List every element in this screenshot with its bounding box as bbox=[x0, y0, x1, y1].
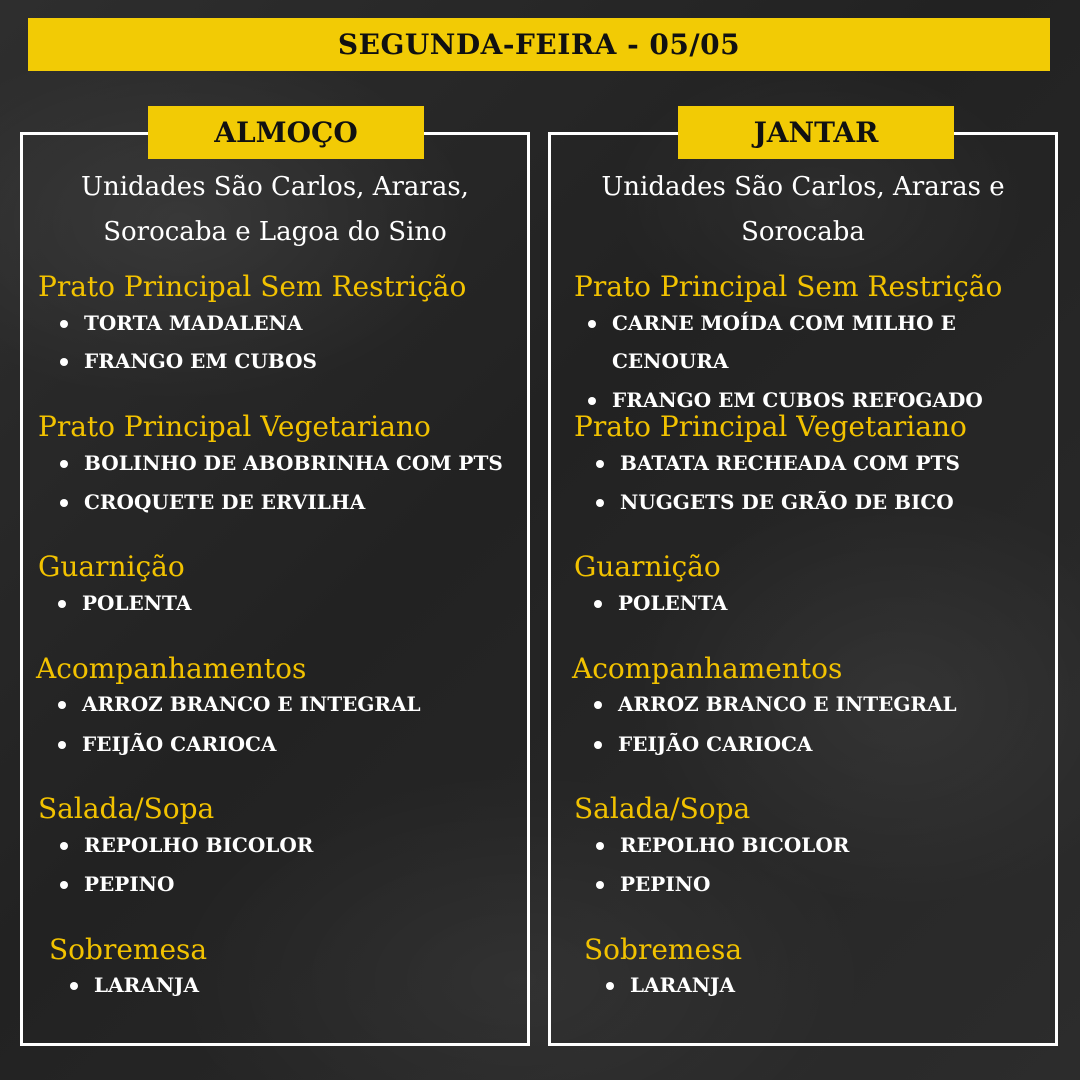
dinner-item: ARROZ BRANCO E INTEGRAL bbox=[618, 692, 957, 716]
dinner-section-title: Guarnição bbox=[574, 550, 721, 583]
dinner-section-title: Prato Principal Sem Restrição bbox=[574, 270, 1003, 303]
date-title: SEGUNDA-FEIRA - 05/05 bbox=[337, 28, 741, 61]
dinner-tab-label: JANTAR bbox=[753, 116, 879, 149]
lunch-item: REPOLHO BICOLOR bbox=[84, 833, 314, 857]
lunch-units: Unidades São Carlos, Araras, Sorocaba e Lagoa do Sino bbox=[81, 172, 469, 247]
dinner-item-continued: CENOURA bbox=[612, 349, 729, 373]
lunch-section-title: Prato Principal Sem Restrição bbox=[38, 270, 467, 303]
lunch-item: PEPINO bbox=[84, 872, 175, 896]
lunch-item: FRANGO EM CUBOS bbox=[84, 349, 317, 373]
dinner-item: FEIJÃO CARIOCA bbox=[618, 732, 813, 756]
dinner-item: FRANGO EM CUBOS REFOGADO bbox=[612, 388, 983, 412]
lunch-item: TORTA MADALENA bbox=[84, 311, 303, 335]
lunch-section-title: Prato Principal Vegetariano bbox=[38, 410, 431, 443]
dinner-item: POLENTA bbox=[618, 591, 728, 615]
dinner-section-title: Salada/Sopa bbox=[574, 792, 751, 825]
lunch-section-title: Guarnição bbox=[38, 550, 185, 583]
dinner-tab bbox=[678, 106, 954, 159]
dinner-section-title: Acompanhamentos bbox=[572, 652, 843, 685]
lunch-tab bbox=[148, 106, 424, 159]
lunch-tab-label: ALMOÇO bbox=[214, 116, 358, 149]
lunch-item: ARROZ BRANCO E INTEGRAL bbox=[82, 692, 421, 716]
lunch-item: FEIJÃO CARIOCA bbox=[82, 732, 277, 756]
lunch-section-title: Acompanhamentos bbox=[36, 652, 307, 685]
date-banner bbox=[28, 18, 1050, 71]
dinner-section-title: Prato Principal Vegetariano bbox=[574, 410, 967, 443]
lunch-item: CROQUETE DE ERVILHA bbox=[84, 490, 366, 514]
lunch-item: LARANJA bbox=[94, 973, 199, 997]
dinner-item: NUGGETS DE GRÃO DE BICO bbox=[620, 490, 954, 514]
dinner-item: REPOLHO BICOLOR bbox=[620, 833, 850, 857]
lunch-item: POLENTA bbox=[82, 591, 192, 615]
dinner-item: PEPINO bbox=[620, 872, 711, 896]
lunch-section-title: Sobremesa bbox=[49, 933, 208, 966]
dinner-section-title: Sobremesa bbox=[584, 933, 743, 966]
dinner-units: Unidades São Carlos, Araras e Sorocaba bbox=[601, 172, 1005, 247]
lunch-item: BOLINHO DE ABOBRINHA COM PTS bbox=[84, 451, 503, 475]
dinner-item: CARNE MOÍDA COM MILHO E bbox=[612, 311, 956, 335]
lunch-section-title: Salada/Sopa bbox=[38, 792, 215, 825]
dinner-item: LARANJA bbox=[630, 973, 735, 997]
dinner-item: BATATA RECHEADA COM PTS bbox=[620, 451, 960, 475]
